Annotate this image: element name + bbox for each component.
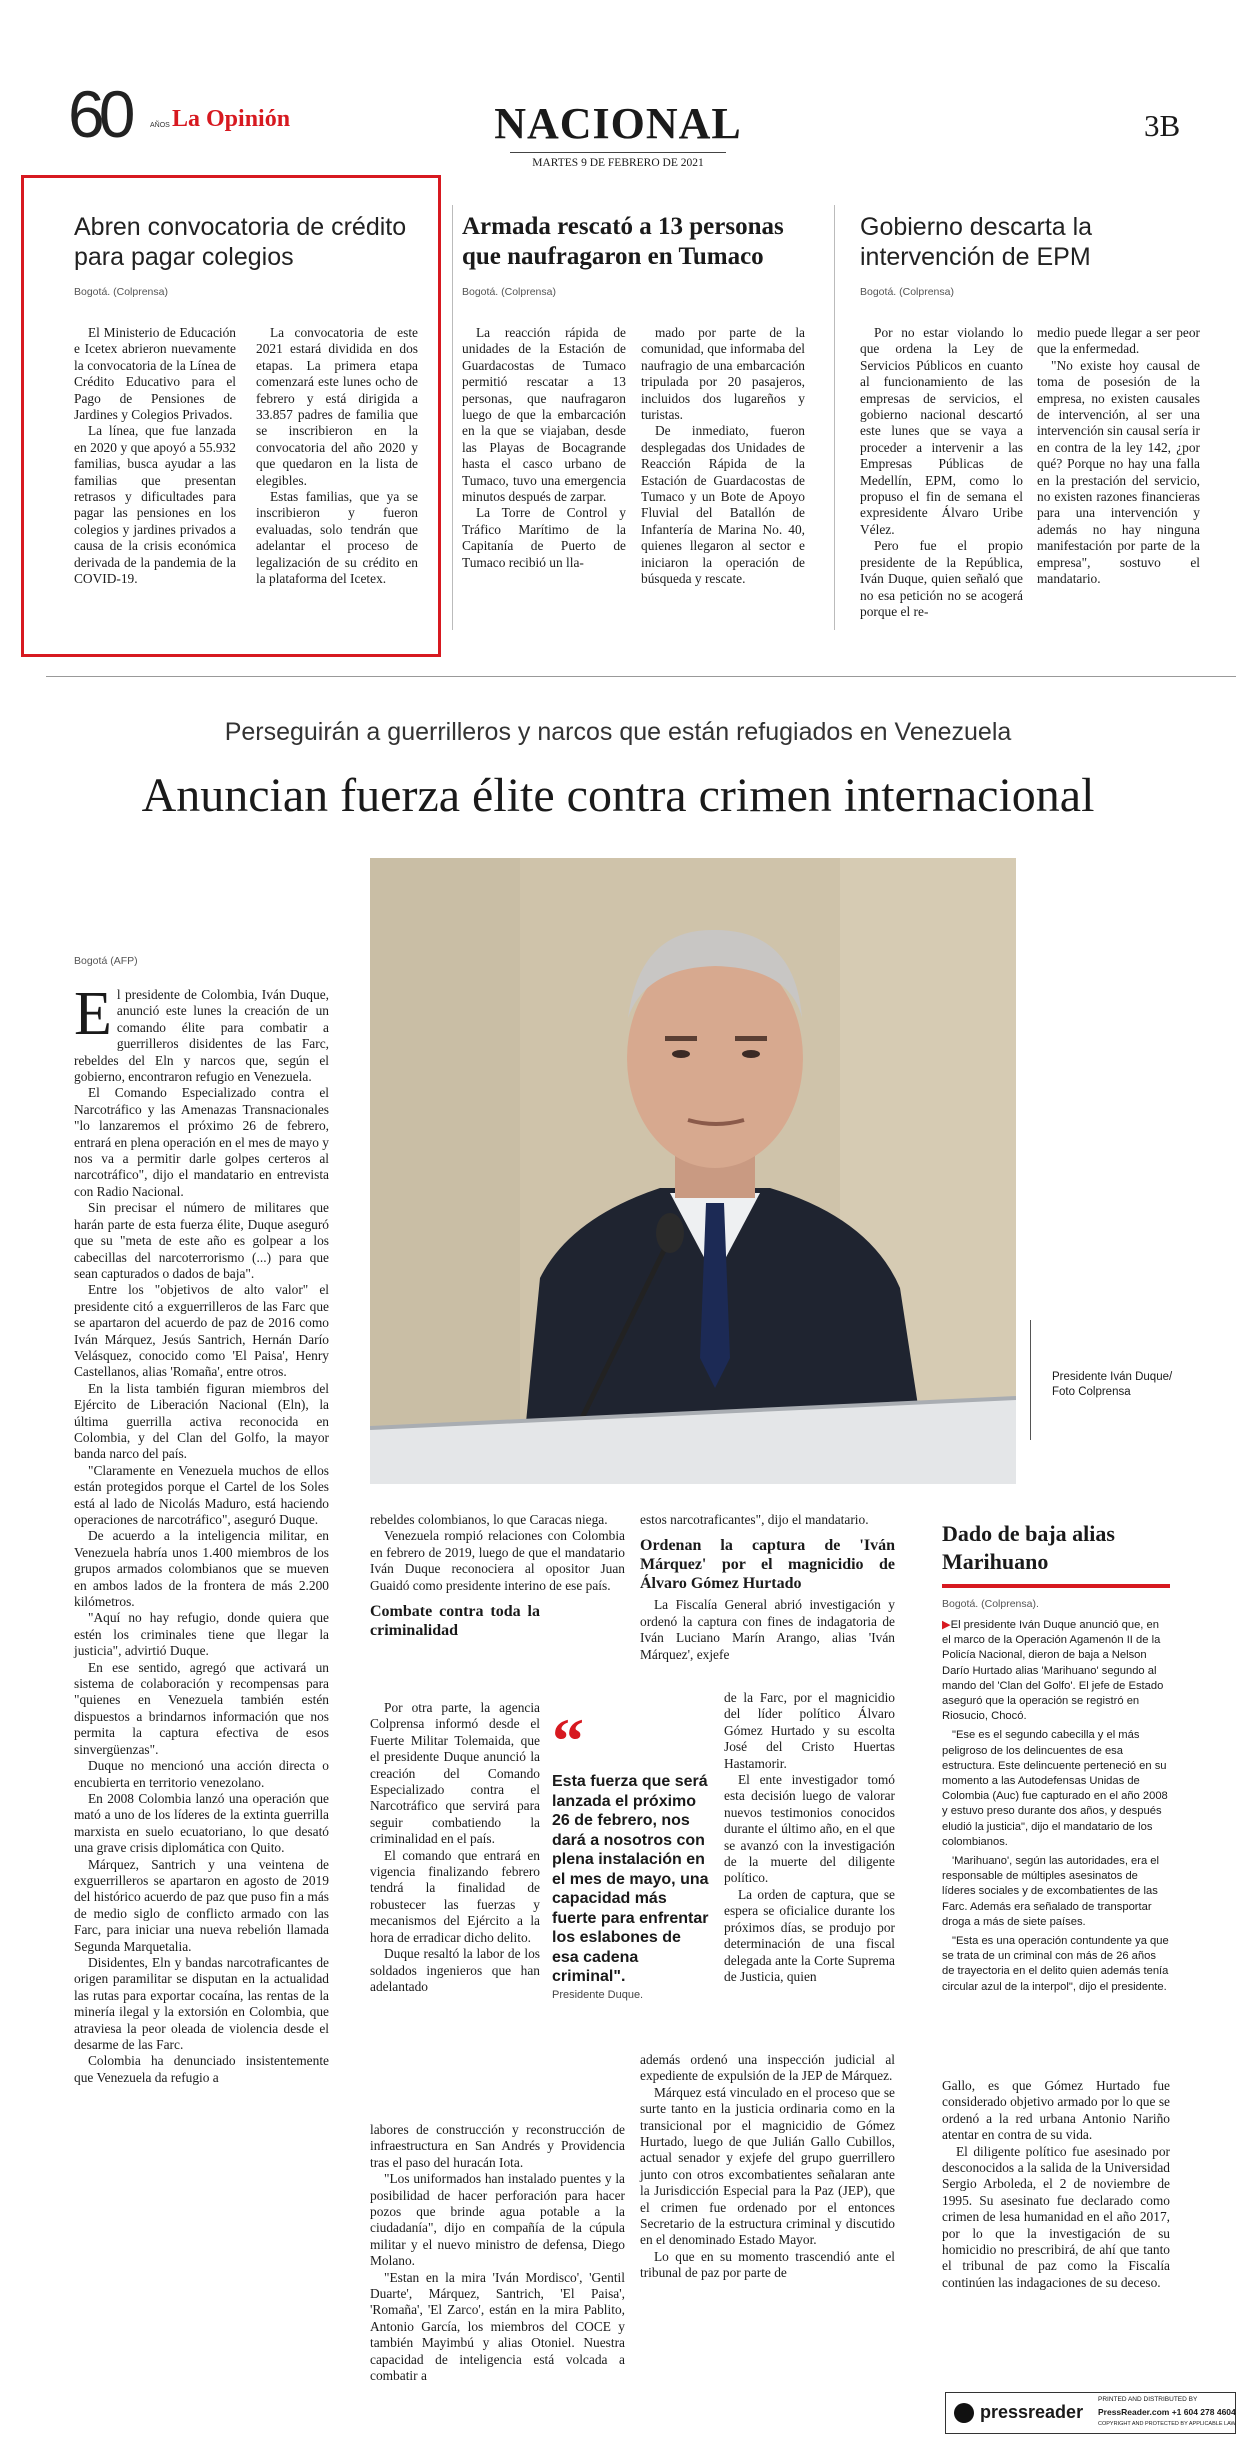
article-epm-col2	[1037, 325, 1200, 588]
article-armada-col2	[641, 325, 805, 588]
paragraph: Pero fue el propio presidente de la República, Iván Duque, quien señaló que no esa petición no se acogerá porque el re-	[860, 538, 1023, 619]
article-headline: Gobierno descarta la intervención de EPM	[860, 213, 1093, 271]
article-headline: Armada rescató a 13 personas que naufragaron en Tumaco	[462, 213, 784, 270]
paragraph: Entre los "objetivos de alto valor" el presidente citó a exguerrilleros de las Farc que se apartaron del acuerdo de paz de 2016 como Iván Márquez, Jesús Santrich, Hernán Darío Velásquez, conocido como 'El Paisa', Henry Castellanos, alias 'Romaña', entre otros.	[74, 1282, 329, 1380]
article-headline: Abren convocatoria de crédito para pagar colegios	[74, 213, 407, 271]
pull-quote	[552, 1705, 710, 2001]
paragraph: Disidentes, Eln y bandas narcotraficantes de origen paramilitar se disputan en la actualidad las rutas para exportar cocaína, las rentas de la minería ilegal y la extorsión en Colombia, que atraviesa la peor oleada de violencia desde el desarme de las Farc.	[74, 1954, 329, 2052]
paragraph: "Ese es el segundo cabecilla y el más peligroso de los delincuentes de esa estructura. Este delincuente perteneció en su momento a las Autodefensas Unidas de Colombia (Auc) fue capturado en el año 2008 y estuvo preso durante dos años, y después eludió la justicia", dijo el mandatario de los colombianos.	[942, 1729, 1168, 1848]
paragraph: rebeldes colombianos, lo que Caracas niega.	[370, 1512, 608, 1527]
paragraph: labores de construcción y reconstrucción de infraestructura en San Andrés y Providencia tras el paso del huracán Iota.	[370, 2122, 625, 2170]
paragraph: estos narcotraficantes", dijo el mandatario.	[640, 1512, 869, 1527]
red-triangle-icon: ▶	[942, 1619, 951, 1631]
main-col3-narrow	[724, 1690, 895, 1985]
main-kicker: Perseguirán a guerrilleros y narcos que están refugiados en Venezuela	[224, 718, 1012, 746]
paragraph: "Aquí no hay refugio, donde quiera que estén los criminales tiene que llegar la justicia", advirtió Duque.	[74, 1610, 329, 1659]
paragraph: Lo que en su momento trascendió ante el tribunal de paz por parte de	[640, 2248, 895, 2281]
main-headline: Anuncian fuerza élite contra crimen internacional	[141, 769, 1095, 822]
paragraph: 'Marihuano', según las autoridades, era el responsable de múltiples asesinatos de líderes sociales y de excombatientes de las Farc. Además era señalado de transportar droga a más de siete países.	[942, 1855, 1160, 1928]
article-epm	[860, 212, 1200, 298]
anniversary-label: AÑOS	[150, 122, 170, 129]
paragraph: "Esta es una operación contundente ya que se trata de un criminal con más de 26 años de trayectoria en el delito quien además tenía circular azul de la interpol", dijo el presidente.	[942, 1935, 1169, 1993]
paragraph: Venezuela rompió relaciones con Colombia en febrero de 2019, luego de que el mandatario Iván Duque reconociera al opositor Juan Guaidó como presidente interino de ese país.	[370, 1528, 625, 1593]
main-col3-top	[640, 1512, 895, 1663]
article-epm-col1	[860, 325, 1023, 620]
main-col3-bottom	[640, 2052, 895, 2282]
sidebar-byline: Bogotá. (Colprensa).	[942, 1598, 1039, 1610]
article-byline: Bogotá. (Colprensa)	[462, 286, 556, 298]
pressreader-logo-icon	[954, 2403, 974, 2423]
pressreader-footer	[945, 2392, 1236, 2434]
paragraph: "Los uniformados han instalado puentes y la posibilidad de hacer perforación para hacer pozos que brinde agua potable a la ciudadanía", dijo en compañía de la cúpula militar y el nuevo ministro de defensa, Diego Molano.	[370, 2171, 625, 2269]
paragraph: La reacción rápida de unidades de la Estación de Guardacostas de Tumaco permitió rescatar a 13 personas, que naufragaron luego de que la embarcación en la que se viajaban, desde las Playas de Bocagrande hasta el casco urbano de Tumaco, tuvo una emergencia minutos después de zarpar.	[462, 325, 626, 505]
paragraph: El Comando Especializado contra el Narcotráfico y las Amenazas Transnacionales "lo lanzaremos el próximo 26 de febrero, entrará en plena operación en el mes de mayo y nos va a permitir darle golpes certeros al narcotráfico", dijo el mandatario en entrevista con Radio Nacional.	[74, 1085, 329, 1199]
paragraph: Duque resaltó la labor de los soldados ingenieros que han adelantado	[370, 1946, 540, 1994]
sidebar-box	[942, 1520, 1170, 1995]
article-armada	[462, 212, 822, 298]
paragraph: De acuerdo a la inteligencia militar, en Venezuela habría unos 1.400 miembros de los grupos armados colombianos que se mueven en ambos lados de la frontera de más 2.200 kilómetros.	[74, 1528, 329, 1610]
paragraph: mado por parte de la comunidad, que informaba del naufragio de una embarcación tripulada por 20 pasajeros, incluidos dos lugareños y turistas.	[641, 325, 805, 423]
photo-illustration	[370, 858, 1016, 1484]
main-col1	[74, 980, 329, 2086]
paragraph: Por otra parte, la agencia Colprensa informó desde el Fuerte Militar Tolemaida, que el presidente Duque anunció la creación del Comando Especializado contra el Narcotráfico que servirá para seguir combatiendo la criminalidad en el país.	[370, 1700, 540, 1847]
paragraph: La orden de captura, que se espera se oficialice durante los próximos días, se produjo por determinación de una fiscal delegada ante la Corte Suprema de Justicia, quien	[724, 1886, 895, 1984]
main-col2-narrow	[370, 1700, 540, 1995]
main-col4-bottom	[942, 2078, 1170, 2291]
paragraph: Por no estar violando lo que ordena la Ley de Servicios Públicos en cuanto al funcionamiento de las empresas de servicios, el gobierno nacional descartó este lunes que se vaya a proceder a intervenir a las Empresas Públicas de Medellín, EPM, como lo propuso el fin de semana el expresidente Álvaro Uribe Vélez.	[860, 325, 1023, 537]
main-col2-top	[370, 1512, 625, 1644]
president-photo	[370, 858, 1016, 1484]
subheading: Combate contra toda la criminalidad	[370, 1603, 540, 1640]
paragraph: Márquez, Santrich y una veintena de exguerrilleros se apartaron en agosto de 2019 del histórico acuerdo de paz que puso fin a más de medio siglo de conflicto armado con las Farc, para iniciar una nueva rebelión llamada Segunda Marquetalia.	[74, 1856, 329, 1954]
pressreader-brand: pressreader	[980, 2402, 1084, 2422]
paragraph: El Ministerio de Educación e Icetex abrieron nuevamente la convocatoria de la Línea de Crédito Educativo para el Pago de Pensiones de Jardines y Colegios Privados.	[74, 325, 236, 423]
quote-mark: “	[552, 1705, 584, 1776]
paragraph: La Torre de Control y Tráfico Marítimo de la Capitanía de Puerto de Tumaco recibió un lla-	[462, 505, 626, 570]
paragraph: El comando que entrará en vigencia finalizando febrero tendrá la finalidad de robustecer las fuerzas y mecanismos del Ejército a la hora de erradicar dicho delito.	[370, 1847, 540, 1945]
article-credito-col2	[256, 325, 418, 588]
article-credito	[74, 212, 419, 298]
paragraph: Colombia ha denunciado insistentemente que Venezuela da refugio a	[74, 2053, 329, 2085]
footer-line: PressReader.com +1 604 278 4604	[1098, 2407, 1236, 2417]
page-number: 3B	[1144, 108, 1181, 143]
paragraph: "Estan en la mira 'Iván Mordisco', 'Gentil Duarte', Márquez, Santrich, 'El Paisa', 'Romaña', 'El Zarco', están en la mira Pablito, Antonio García, los miembros del COCE y también Mayimbú y alias Otoniel. Nuestra capacidad de inteligencia está volcada a combatir a	[370, 2269, 625, 2384]
paragraph: medio puede llegar a ser peor que la enfermedad.	[1037, 325, 1200, 357]
quote-attribution: Presidente Duque.	[552, 1988, 644, 2001]
masthead	[0, 0, 1236, 175]
paragraph: De inmediato, fueron desplegadas dos Unidades de Reacción Rápida de la Estación de Guardacostas de Tumaco y un Bote de Apoyo Fluvial del Batallón de Infantería de Marina No. 40, quienes llegaron al sector e iniciaron la operación de búsqueda y rescate.	[641, 423, 805, 587]
paragraph: El diligente político fue asesinado por desconocidos a la salida de la Universidad Sergio Arboleda, el 2 de noviembre de 1995. Su asesinato fue declarado como crimen de lesa humanidad en el año 2017, por lo que la investigación de su homicidio no prescribirá, de ahí que tanto el tribunal de paz como la Fiscalía continúen las indagaciones de su deceso.	[942, 2143, 1170, 2290]
issue-date: MARTES 9 DE FEBRERO DE 2021	[532, 157, 704, 169]
drop-cap: E	[74, 980, 112, 1048]
paragraph: Sin precisar el número de militares que harán parte de esta fuerza élite, Duque aseguró que su "meta de este año es golpear a los cabecillas del narcoterrorismo (...) para que sean capturados o dados de baja".	[74, 1200, 329, 1281]
article-byline: Bogotá. (Colprensa)	[74, 286, 168, 298]
quote-text: Esta fuerza que será lanzada el próximo 26 de febrero, nos dará a nosotros con plena instalación en el mes de mayo, una capacidad más fuerte para enfrentar los eslabones de esa cadena criminal".	[552, 1773, 709, 1985]
section-title: NACIONAL	[494, 99, 742, 148]
paragraph: En 2008 Colombia lanzó una operación que mató a uno de los líderes de la extinta guerrilla marxista en suelo ecuatoriano, lo que desató una grave crisis diplomática con Quito.	[74, 1790, 329, 1856]
paragraph: además ordenó una inspección judicial al expediente de expulsión de la JEP de Márquez.	[640, 2052, 895, 2084]
paragraph: Duque no mencionó una acción directa o encubierta en territorio venezolano.	[74, 1758, 329, 1790]
paragraph: En la lista también figuran miembros del Ejército de Liberación Nacional (Eln), la última guerrilla activa reconocida en Colombia, y del Clan del Golfo, la mayor banda narco del país.	[74, 1380, 329, 1462]
photo-caption: Presidente Iván Duque/ Foto Colprensa	[1052, 1371, 1173, 1398]
subheading: Ordenan la captura de 'Iván Márquez' por el magnicidio de Álvaro Gómez Hurtado	[640, 1537, 895, 1593]
paragraph: El presidente Iván Duque anunció que, en el marco de la Operación Agamenón II de la Policía Nacional, dieron de baja a Nelson Darío Hurtado alias 'Marihuano' segundo al mando del 'Clan del Golfo'. El jefe de Estado aseguró que la operación se registró en Riosucio, Chocó.	[942, 1619, 1164, 1723]
paragraph: "Claramente en Venezuela muchos de ellos están protegidos porque el Cartel de los Soles está al lado de Nicolás Maduro, está haciendo operaciones de narcotráfico", aseguró Duque.	[74, 1462, 329, 1527]
article-credito-col1	[74, 325, 236, 588]
paragraph: La línea, que fue lanzada en 2020 y que apoyó a 55.932 familias, busca ayudar a las familias que presentan retrasos y dificultades para pagar las pensiones en los colegios y jardines privados a causa de la crisis económica derivada de la pandemia de la COVID-19.	[74, 423, 236, 587]
article-byline: Bogotá. (Colprensa)	[860, 286, 954, 298]
main-col2-bottom	[370, 2122, 625, 2385]
paragraph: de la Farc, por el magnicidio del líder político Álvaro Gómez Hurtado y su escolta José del Cristo Huertas Hastamorir.	[724, 1690, 895, 1771]
sidebar-rule	[942, 1584, 1170, 1588]
paragraph: Estas familias, que ya se inscribieron y fueron evaluadas, solo tendrán que adelantar el proceso de legalización de su crédito en la plataforma del Icetex.	[256, 489, 418, 587]
main-byline: Bogotá (AFP)	[74, 955, 138, 967]
footer-line: PRINTED AND DISTRIBUTED BY	[1098, 2396, 1198, 2403]
brand-logo: La Opinión	[172, 106, 291, 132]
article-armada-col1	[462, 325, 626, 571]
sidebar-body	[942, 1618, 1170, 1995]
paragraph: El ente investigador tomó esta decisión luego de valorar nuevos testimonios conocidos durante el último año, en el que se avanzó con la investigación de la muerte del diligente político.	[724, 1772, 895, 1886]
paragraph: "No existe hoy causal de toma de posesión de la empresa, no existen causales de intervención, al ser una intervención sin causal sería ir en contra de la ley 142, ¿por qué? Porque no hay una falla en la prestación del servicio, no existen razones financieras para una intervención y además no hay ninguna manifestación por parte de la empresa", sostuvo el mandatario.	[1037, 357, 1200, 587]
paragraph: l presidente de Colombia, Iván Duque, anunció este lunes la creación de un comando élite para combatir a guerrilleros disidentes de las Farc, rebeldes del Eln y narcos que, según el gobierno, encontraron refugio en Venezuela.	[74, 987, 329, 1085]
paragraph: La convocatoria de este 2021 estará dividida en dos etapas. La primera etapa comenzará este lunes ocho de febrero y está dirigida a 33.857 padres de familia que se inscribieron en la convocatoria del año 2020 y que quedaron en la lista de elegibles.	[256, 325, 418, 488]
sidebar-headline: Dado de baja alias Marihuano	[942, 1521, 1115, 1574]
footer-line: COPYRIGHT AND PROTECTED BY APPLICABLE LAW	[1098, 2421, 1236, 2427]
paragraph: La Fiscalía General abrió investigación y ordenó la captura con fines de indagatoria de Iván Luciano Marín Arango, alias 'Iván Márquez', exjefe	[640, 1597, 895, 1662]
paragraph: En ese sentido, agregó que activará un sistema de colaboración y recompensas para "quienes en Venezuela también estén dispuestos a brindarnos información que nos permita la captura efectiva de esos sinvergüenzas".	[74, 1659, 329, 1757]
anniversary-number: 60	[68, 77, 130, 151]
paragraph: Gallo, es que Gómez Hurtado fue considerado objetivo armado por lo que se ordenó a la red urbana Antonio Nariño atentar en contra de su vida.	[942, 2078, 1170, 2143]
paragraph: Márquez está vinculado en el proceso que se surte tanto en la justicia ordinaria como en la transicional por el magnicidio de Gómez Hurtado, luego de que Julián Gallo Cubillos, actual senador y exjefe del grupo guerrillero junto con otros excombatientes señalaran ante la Jurisdicción Especial para la Paz (JEP), que el crimen fue ordenado por el entonces Secretario de la estructura criminal y discutido en el denominado Estado Mayor.	[640, 2084, 895, 2248]
